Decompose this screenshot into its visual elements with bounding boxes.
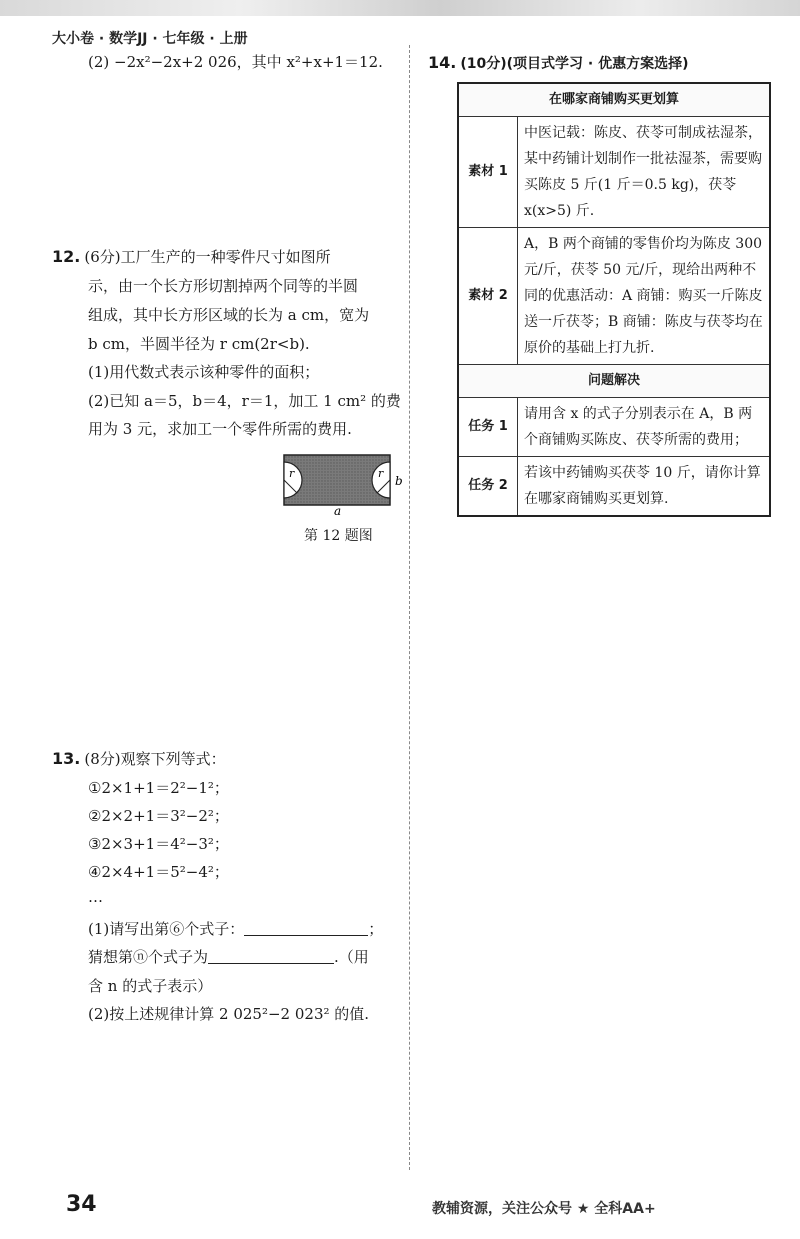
- q13-equation: ③2×3+1＝4²−3²；: [88, 835, 229, 853]
- q13-equation: ②2×2+1＝3²−2²；: [88, 807, 229, 825]
- table-row: [458, 457, 770, 517]
- column-divider: [409, 45, 410, 1170]
- q12-number: 12.: [52, 247, 81, 266]
- table-row: [458, 398, 770, 457]
- q13-guess: 猜想第ⓝ个式子为: [88, 948, 209, 966]
- q13-equation: ④2×4+1＝5²−4²；: [88, 863, 229, 881]
- answer-blank-1[interactable]: [244, 919, 368, 936]
- figure-caption: 第 12 题图: [304, 528, 373, 544]
- table-row: [458, 228, 770, 365]
- table-row: [458, 117, 770, 228]
- answer-blank-2[interactable]: [208, 947, 334, 964]
- top-scan-band: [0, 0, 800, 16]
- q13-guess-note: 含 n 的式子表示）: [88, 977, 213, 995]
- figure-label-b: b: [395, 474, 403, 488]
- q13-ellipsis: …: [88, 888, 103, 906]
- row-text: 请用含 x 的式子分别表示在 A，B 两个商铺购买陈皮、茯苓所需的费用；: [518, 398, 771, 457]
- row-label: 素材 1: [458, 117, 518, 228]
- row-label: 素材 2: [458, 228, 518, 365]
- figure-label-a: a: [334, 504, 342, 515]
- q12-line: (6分)工厂生产的一种零件尺寸如图所: [84, 248, 331, 266]
- q13-part2: (2)按上述规律计算 2 025²−2 023² 的值.: [88, 1005, 370, 1023]
- q12-line: b cm，半圆半径为 r cm(2r<b).: [88, 335, 310, 353]
- q12-part2: (2)已知 a＝5，b＝4，r＝1，加工 1 cm² 的费: [88, 392, 401, 410]
- q12-line: 组成，其中长方形区域的长为 a cm，宽为: [88, 306, 370, 324]
- row-text: 中医记载：陈皮、茯苓可制成祛湿茶，某中药铺计划制作一批祛湿茶，需要购买陈皮 5 斤(1 斤＝0.5 kg)，茯苓 x(x>5) 斤.: [518, 117, 771, 228]
- q13-part1: (1)请写出第⑥个式子：: [88, 920, 245, 938]
- q11-part2: (2) −2x²−2x+2 026，其中 x²+x+1＝12.: [88, 53, 383, 71]
- q13-part1-end: ；: [368, 920, 384, 938]
- book-header: 大小卷 · 数学JJ · 七年级 · 上册: [52, 31, 248, 47]
- table-subheader: 问题解决: [458, 365, 770, 398]
- footer-watermark: 教辅资源，关注公众号 ★ 全科AA+: [432, 1201, 656, 1217]
- q14-title: (10分)(项目式学习 · 优惠方案选择): [460, 56, 689, 72]
- row-text: A，B 两个商铺的零售价均为陈皮 300 元/斤，茯苓 50 元/斤，现给出两种不同的优惠活动：A 商铺：购买一斤陈皮送一斤茯苓；B 商铺：陈皮与茯苓均在原价的基础上打九折.: [518, 228, 771, 365]
- page-number: 34: [66, 1192, 97, 1217]
- project-table: [457, 82, 771, 517]
- figure-label-r-right: r: [378, 467, 384, 480]
- q13-intro: (8分)观察下列等式：: [84, 750, 226, 768]
- row-label: 任务 1: [458, 398, 518, 457]
- row-label: 任务 2: [458, 457, 518, 517]
- q13-equation: ①2×1+1＝2²−1²；: [88, 779, 229, 797]
- q13-guess-end: .（用: [334, 948, 369, 966]
- q12-line: 示，由一个长方形切割掉两个同等的半圆: [88, 277, 359, 295]
- q14-number: 14.: [428, 53, 457, 72]
- figure-label-r-left: r: [289, 467, 295, 480]
- table-header: 在哪家商铺购买更划算: [458, 83, 770, 117]
- q12-figure: [282, 453, 412, 515]
- q12-part2-cont: 用为 3 元，求加工一个零件所需的费用.: [88, 420, 352, 438]
- q13-number: 13.: [52, 749, 81, 768]
- row-text: 若该中药铺购买茯苓 10 斤，请你计算在哪家商铺购买更划算.: [518, 457, 771, 517]
- q12-part1: (1)用代数式表示该种零件的面积；: [88, 363, 320, 381]
